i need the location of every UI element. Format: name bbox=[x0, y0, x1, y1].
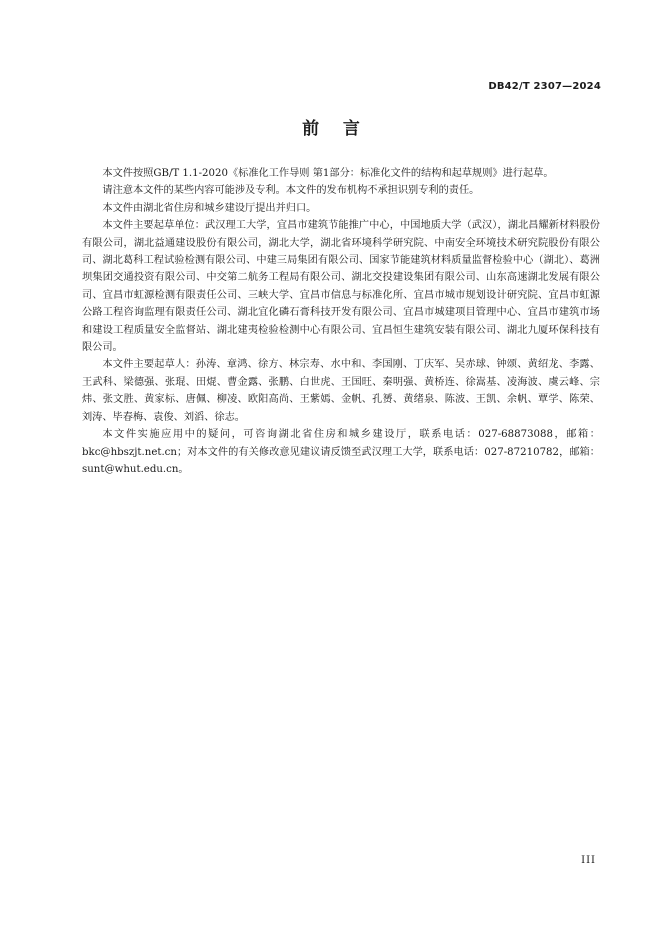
page-number: III bbox=[581, 855, 596, 866]
document-body bbox=[82, 165, 600, 478]
paragraph-drafting-units: 本文件主要起草单位：武汉理工大学，宜昌市建筑节能推广中心，中国地质大学（武汉），湖北昌耀新材料股份有限公司，湖北益通建设股份有限公司，湖北大学，湖北省环境科学研究院、中南安全环境技术研究院股份有限公司、湖北葛科工程试验检测有限公司、中建三局集团有限公司、国家节能建筑材料质量监督检验中心（湖北）、葛洲坝集团交通投资有限公司、中交第二航务工程局有限公司、湖北交投建设集团有限公司、山东高速湖北发展有限公司、宜昌市虹源检测有限责任公司、三峡大学、宜昌市信息与标准化所、宜昌市城市规划设计研究院、宜昌市虹源公路工程咨询监理有限责任公司、湖北宜化磷石膏科技开发有限公司、宜昌市城建项目管理中心、宜昌市建筑市场和建设工程质量安全监督站、湖北建夷检验检测中心有限公司、宜昌恒生建筑安装有限公司、湖北九厦环保科技有限公司。 bbox=[82, 220, 600, 354]
paragraph-proposer: 本文件由湖北省住房和城乡建设厅提出并归口。 bbox=[102, 202, 317, 214]
paragraph-drafters: 本文件主要起草人：孙涛、章鸿、徐方、林宗寿、水中和、李国刚、丁庆军、吴赤球、钟颂、黄绍龙、李露、王武科、梁德强、张琨、田焜、曹金露、张鹏、白世虎、王国旺、秦明强、黄桥连、徐嵩基、凌海波、虞云峰、宗炜、张文胜、黄家标、唐佩、柳凌、欧阳高尚、王紫嫣、金帆、孔赟、黄绪泉、陈波、王凯、余帆、覃学、陈荣、刘涛、毕春梅、袁俊、刘滔、徐志。 bbox=[82, 359, 600, 423]
paragraph-patent-notice: 请注意本文件的某些内容可能涉及专利。本文件的发布机构不承担识别专利的责任。 bbox=[102, 185, 480, 197]
paragraph-drafting-rules: 本文件按照GB/T 1.1-2020《标准化工作导则 第1部分：标准化文件的结构和起草规则》进行起草。 bbox=[102, 168, 554, 179]
paragraph-contact: 本文件实施应用中的疑问，可咨询湖北省住房和城乡建设厅，联系电话：027-68873088，邮箱：bkc@hbszjt.net.cn；对本文件的有关修改意见建议请反馈至武汉理工大学，联系电话：027-87210782，邮箱：sunt@whut.edu.cn。 bbox=[82, 429, 600, 475]
page-title: 前 言 bbox=[302, 119, 360, 139]
standard-code: DB42/T 2307—2024 bbox=[488, 81, 601, 92]
